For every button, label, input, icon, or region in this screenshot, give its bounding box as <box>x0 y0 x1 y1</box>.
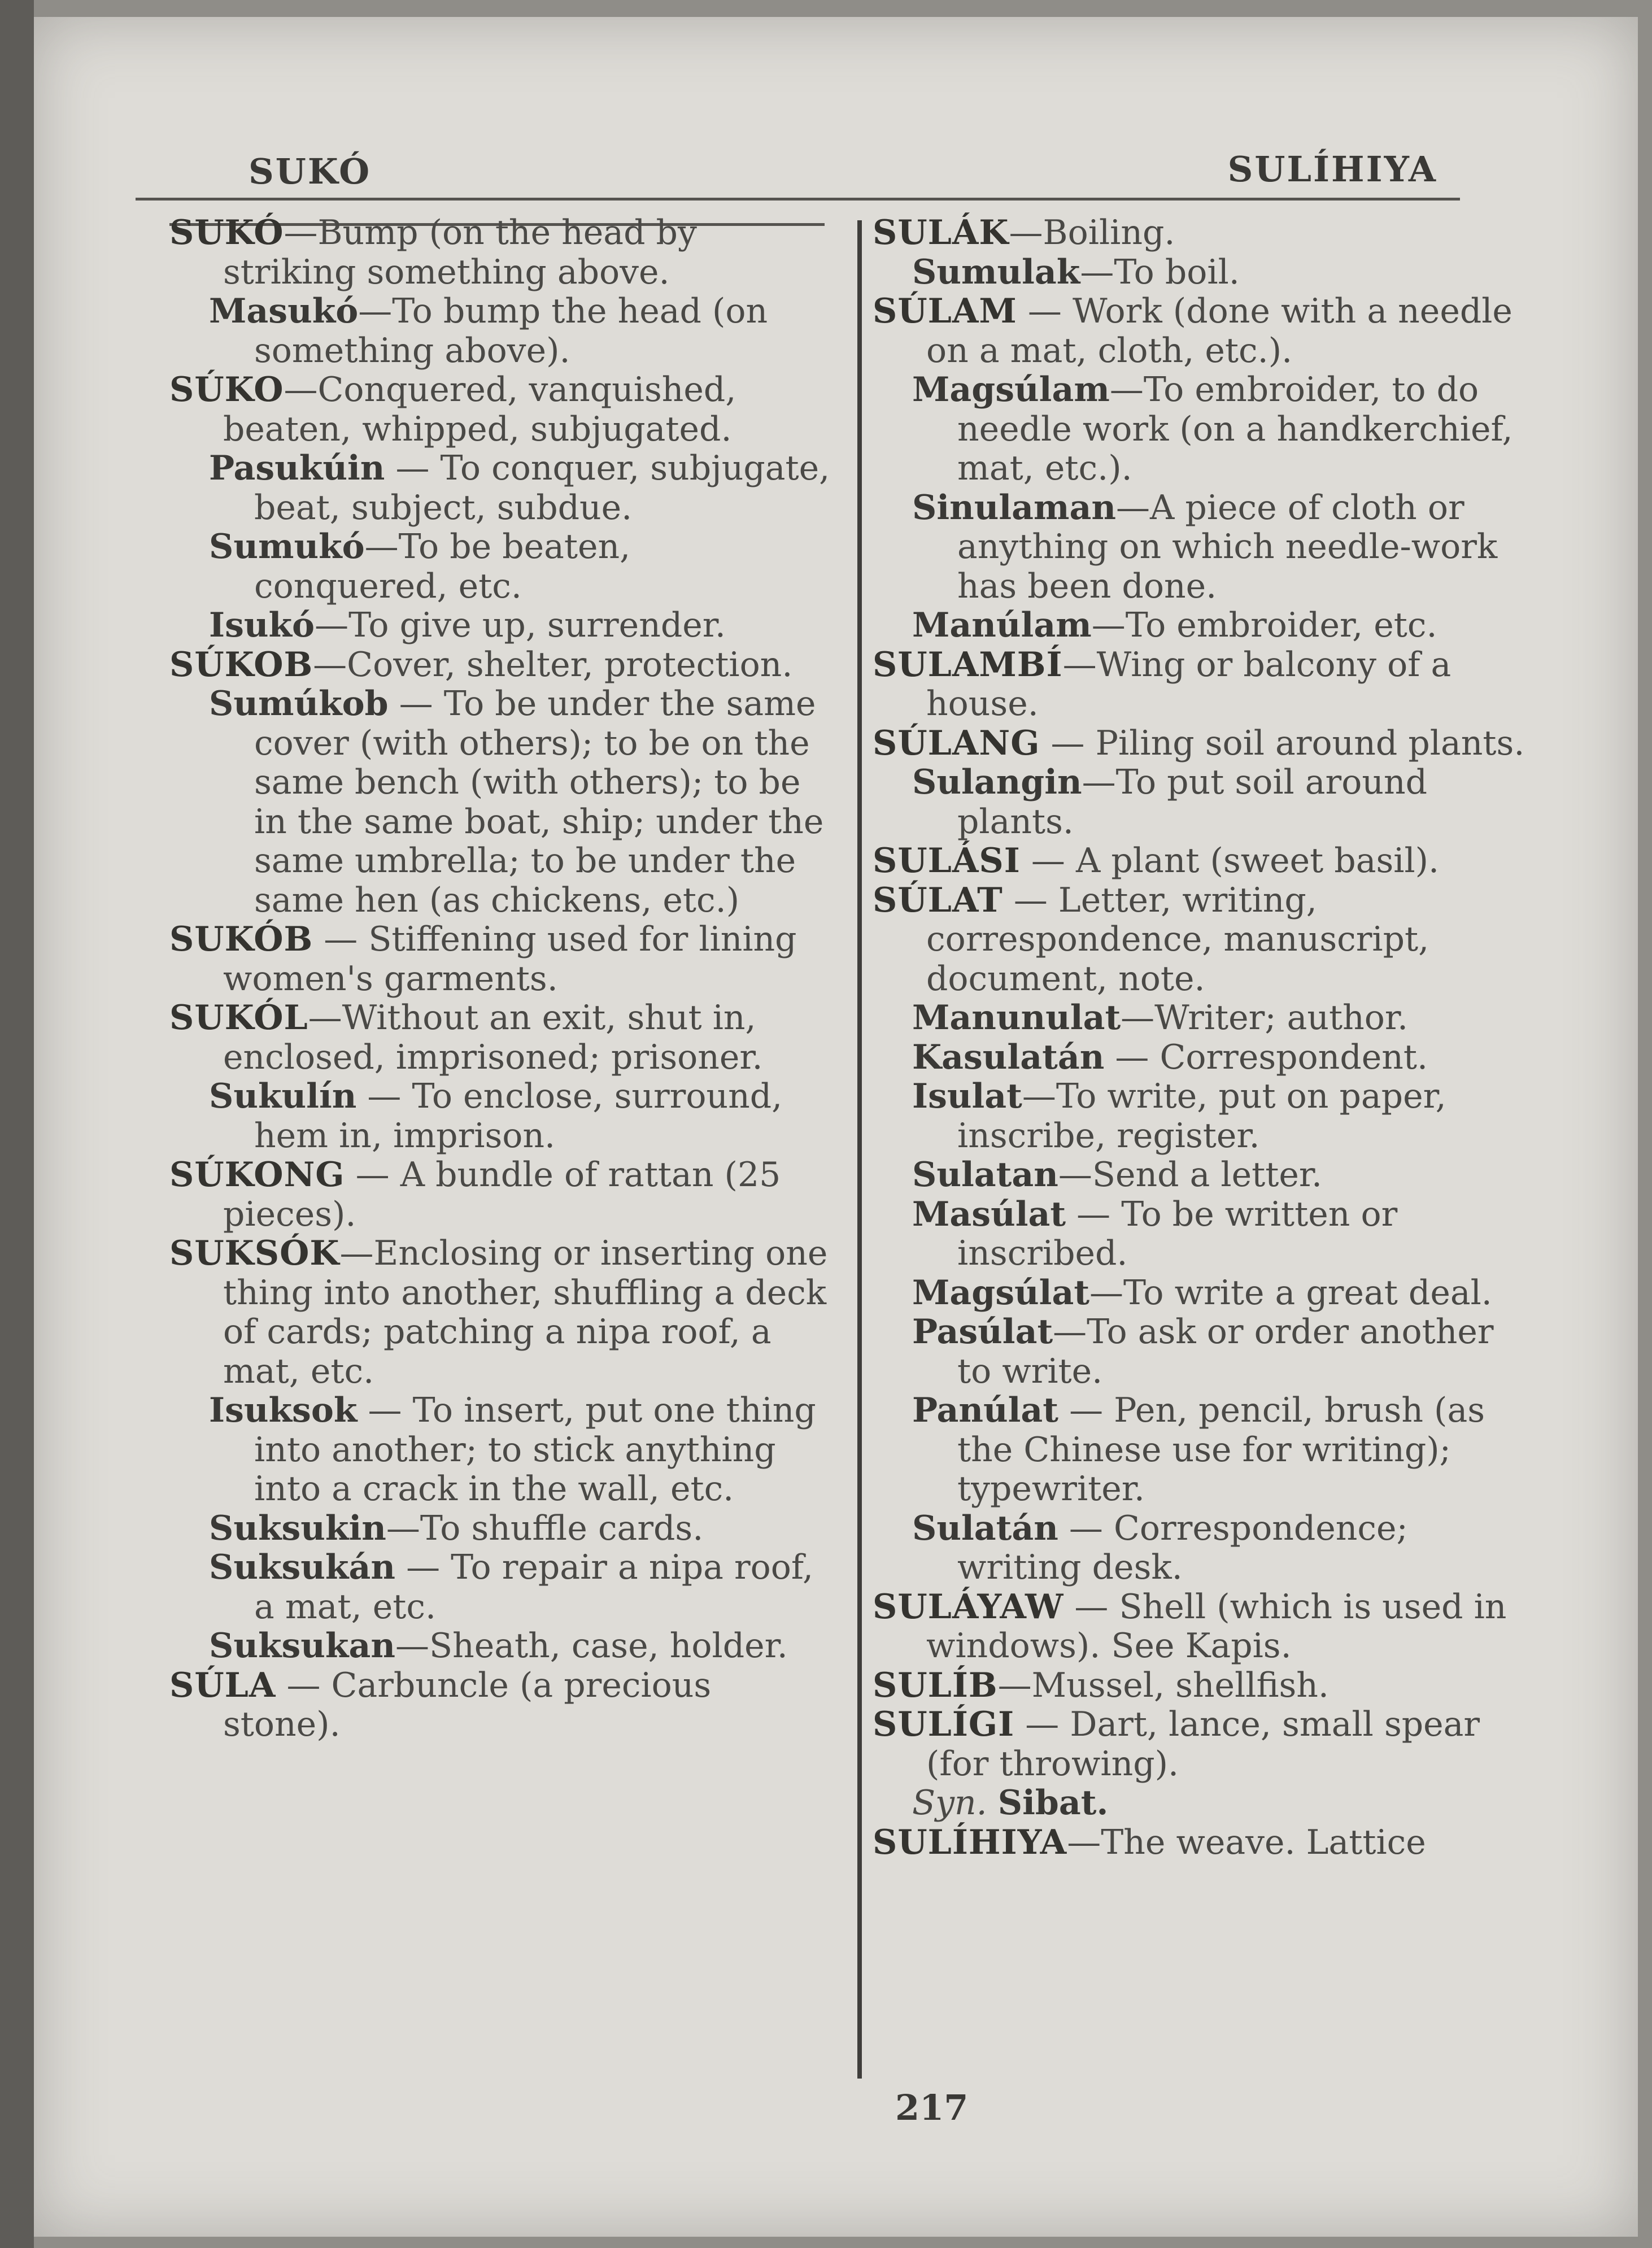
headword: SUKÓ <box>169 213 284 252</box>
definition: — To be under the same cover (with others); to be on the same bench (with others); to be in the same boat, ship; under the same umbrella; to be under the same hen (as chickens, etc.) <box>254 684 824 920</box>
right-entry <box>873 1588 1533 1666</box>
right-entry <box>873 1274 1533 1313</box>
definition: — To be written or inscribed. <box>957 1194 1398 1273</box>
left-entry <box>169 685 830 920</box>
subentry-headword: Sulangin <box>912 763 1082 802</box>
headword: SULÍHIYA <box>873 1822 1067 1862</box>
subentry-headword: Suksukin <box>209 1508 386 1548</box>
subentry-headword: Manunulat <box>912 998 1121 1038</box>
right-entry <box>873 1705 1533 1784</box>
headword: SÚLA <box>169 1665 276 1705</box>
right-entry <box>873 606 1533 646</box>
definition: —To embroider, etc. <box>1091 605 1437 645</box>
subentry-headword: Sumulak <box>912 252 1080 292</box>
headword: SULÍGI <box>873 1705 1015 1744</box>
right-entry <box>873 1077 1533 1156</box>
left-entry <box>169 292 830 371</box>
page-header <box>136 136 1460 201</box>
right-entry <box>873 1391 1533 1509</box>
right-entry <box>873 214 1533 253</box>
right-entry <box>873 489 1533 607</box>
left-entry <box>169 1391 830 1509</box>
subentry-headword: Sulatán <box>912 1508 1058 1548</box>
definition: — To enclose, surround, hem in, imprison. <box>254 1077 783 1156</box>
subentry-headword: Pasukúin <box>209 448 385 488</box>
definition: — Letter, writing, correspondence, manuscript, document, note. <box>926 880 1429 999</box>
definition: —Enclosing or inserting one thing into another, shuffling a deck of cards; patching a nipa roof, a mat, etc. <box>223 1234 828 1391</box>
subentry-headword: Isulat <box>912 1077 1022 1116</box>
right-entry <box>873 1823 1533 1863</box>
right-entry <box>873 1784 1533 1823</box>
definition: — Correspondent. <box>1104 1037 1428 1077</box>
definition: —The weave. Lattice <box>1067 1822 1426 1862</box>
subentry-headword: Masukó <box>209 291 359 331</box>
headword: SULÁSI <box>873 841 1021 881</box>
left-entry <box>169 1509 830 1549</box>
left-entry <box>169 449 830 528</box>
subentry-headword: Pasúlat <box>912 1312 1053 1352</box>
subentry-headword: Manúlam <box>912 605 1092 645</box>
definition: — Shell (which is used in windows). See Kapis. <box>926 1587 1507 1666</box>
right-entry <box>873 842 1533 881</box>
definition: —Mussel, shellfish. <box>997 1665 1329 1705</box>
subentry-headword: Magsúlat <box>912 1273 1090 1313</box>
definition: —Writer; author. <box>1121 998 1409 1038</box>
definition: —Wing or balcony of a house. <box>926 644 1452 724</box>
left-entry <box>169 214 830 292</box>
left-entry <box>169 1627 830 1666</box>
right-entry <box>873 1666 1533 1706</box>
subentry-headword: Suksukan <box>209 1626 395 1666</box>
subentry-headword: Suksukán <box>209 1548 395 1587</box>
definition: — Correspondence; writing desk. <box>957 1508 1408 1587</box>
definition: —To put soil around plants. <box>957 763 1428 842</box>
synonym-label: Syn. <box>912 1783 998 1823</box>
right-entry <box>873 763 1533 842</box>
definition: —A piece of cloth or anything on which needle-work has been done. <box>957 487 1498 606</box>
definition: — A plant (sweet basil). <box>1020 841 1440 881</box>
subentry-headword: Panúlat <box>912 1391 1059 1430</box>
right-entry <box>873 1509 1533 1588</box>
definition: —To bump the head (on something above). <box>254 291 768 371</box>
headword: SÚLAM <box>873 291 1017 331</box>
headword: SÚKONG <box>169 1155 345 1195</box>
headword: SULÍB <box>873 1665 998 1705</box>
definition: —Boiling. <box>1009 213 1175 252</box>
right-entry <box>873 253 1533 293</box>
definition: —To ask or order another to write. <box>957 1312 1494 1391</box>
right-entry <box>873 724 1533 764</box>
subentry-headword: Isukó <box>209 605 315 645</box>
subentry-headword: Sumúkob <box>209 684 389 724</box>
column-divider <box>857 220 862 2079</box>
subentry-headword: Masúlat <box>912 1194 1066 1234</box>
headword: SÚLANG <box>873 723 1040 763</box>
header-left-guideword: SUKÓ <box>249 151 372 192</box>
headword: SUKSÓK <box>169 1234 340 1273</box>
page-number: 217 <box>895 2087 969 2128</box>
headword: SÚKOB <box>169 644 313 685</box>
left-entry <box>169 371 830 449</box>
definition: —To shuffle cards. <box>386 1508 704 1548</box>
definition: —Bump (on the head by striking something above. <box>223 213 697 292</box>
subentry-headword: Sinulaman <box>912 487 1117 528</box>
left-entry <box>169 606 830 646</box>
definition: —To be beaten, conquered, etc. <box>254 527 631 606</box>
definition: —To write, put on paper, inscribe, register. <box>957 1077 1446 1156</box>
subentry-headword: Magsúlam <box>912 370 1110 409</box>
headword: SUKÓB <box>169 920 313 959</box>
definition: —Conquered, vanquished, beaten, whipped, subjugated. <box>223 370 736 449</box>
subentry-headword: Kasulatán <box>912 1037 1105 1077</box>
definition: —Without an exit, shut in, enclosed, imprisoned; prisoner. <box>223 998 763 1077</box>
definition: — Carbuncle (a precious stone). <box>223 1665 712 1744</box>
left-entry <box>169 1077 830 1156</box>
definition: —Sheath, case, holder. <box>395 1626 788 1666</box>
definition: —To give up, surrender. <box>315 605 726 645</box>
left-entry <box>169 1548 830 1627</box>
synonym-word: Sibat. <box>997 1783 1109 1823</box>
left-entry <box>169 1666 830 1745</box>
right-entry <box>873 1313 1533 1391</box>
definition: — To conquer, subjugate, beat, subject, subdue. <box>254 448 830 528</box>
left-entry <box>169 920 830 999</box>
right-entry <box>873 292 1533 371</box>
right-entry <box>873 1038 1533 1078</box>
headword: SULÁYAW <box>873 1587 1064 1627</box>
definition: — To insert, put one thing into another; to stick anything into a crack in the wall, etc. <box>254 1391 816 1509</box>
definition: —To boil. <box>1080 252 1240 292</box>
definition: —Cover, shelter, protection. <box>313 644 793 685</box>
headword: SUKÓL <box>169 998 308 1038</box>
scan-shadow-edge <box>0 0 34 2248</box>
definition: — Pen, pencil, brush (as the Chinese use for writing); typewriter. <box>957 1391 1485 1509</box>
left-entry <box>169 1156 830 1234</box>
headword: SULÁK <box>873 213 1009 252</box>
definition: — To repair a nipa roof, a mat, etc. <box>254 1548 814 1627</box>
definition: — Dart, lance, small spear (for throwing). <box>926 1705 1480 1784</box>
definition: —Send a letter. <box>1058 1155 1323 1195</box>
left-column <box>169 214 830 1745</box>
subentry-headword: Sulatan <box>912 1155 1058 1195</box>
definition: —To embroider, to do needle work (on a handkerchief, mat, etc.). <box>957 370 1513 488</box>
definition: — Work (done with a needle on a mat, cloth, etc.). <box>926 291 1512 371</box>
left-entry <box>169 1234 830 1391</box>
headword: SULAMBÍ <box>873 644 1063 685</box>
left-entry <box>169 528 830 606</box>
definition: — Piling soil around plants. <box>1040 723 1525 763</box>
header-right-guideword: SULÍHIYA <box>1227 149 1437 190</box>
left-entry <box>169 999 830 1077</box>
definition: — Stiffening used for lining women's garments. <box>223 920 797 999</box>
right-entry <box>873 1195 1533 1274</box>
subentry-headword: Sumukó <box>209 527 365 567</box>
headword: SÚKO <box>169 370 284 409</box>
right-entry <box>873 371 1533 489</box>
left-entry <box>169 646 830 685</box>
definition: —To write a great deal. <box>1089 1273 1492 1313</box>
subentry-headword: Isuksok <box>209 1391 358 1430</box>
subentry-headword: Sukulín <box>209 1077 357 1116</box>
definition: — A bundle of rattan (25 pieces). <box>223 1155 781 1234</box>
right-entry <box>873 646 1533 724</box>
headword: SÚLAT <box>873 880 1003 920</box>
right-entry <box>873 1156 1533 1195</box>
right-entry <box>873 881 1533 999</box>
right-entry <box>873 999 1533 1038</box>
right-column <box>873 214 1533 1862</box>
